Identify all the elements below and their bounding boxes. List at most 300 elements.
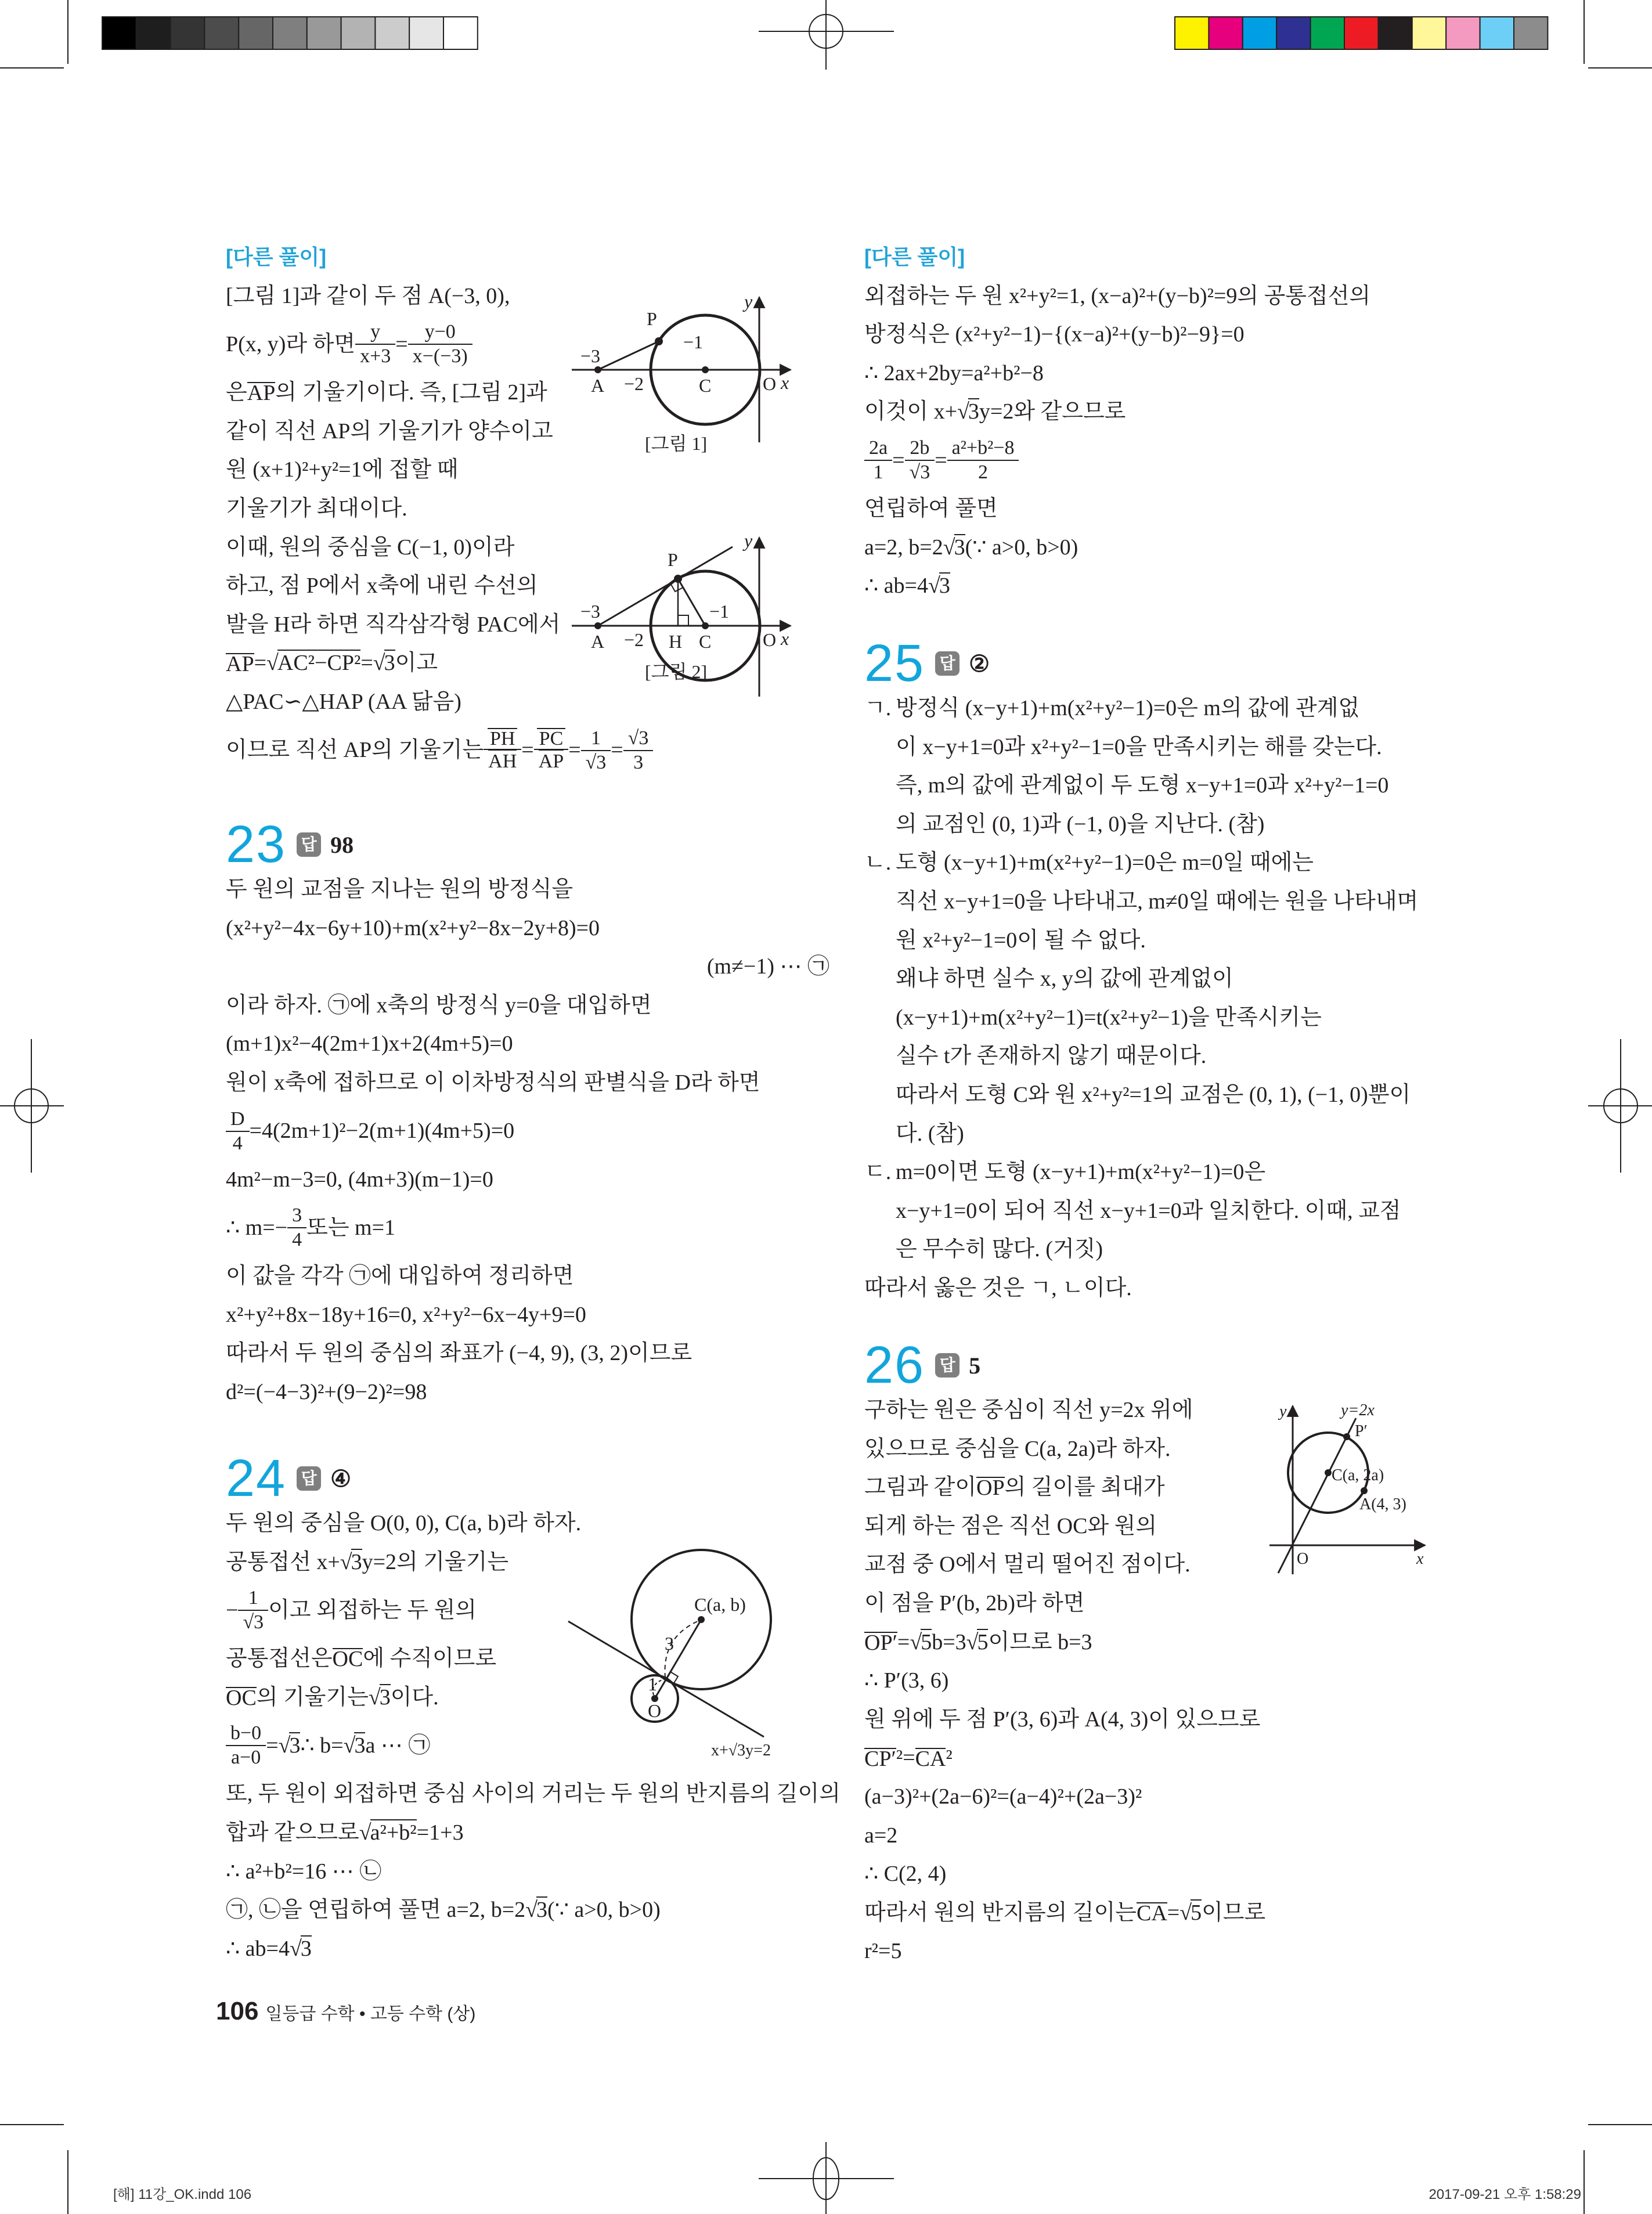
denominator-text: √3 xyxy=(243,1611,264,1634)
text-run: = xyxy=(395,331,408,356)
color-swatch xyxy=(341,17,376,49)
text-run: 이고 외접하는 두 원의 xyxy=(268,1598,477,1622)
numerator: 1 xyxy=(248,1587,258,1609)
text-line xyxy=(226,1852,853,1891)
text-line xyxy=(864,1623,1491,1662)
denominator xyxy=(238,1610,268,1634)
slug-filename: [해] 11강_OK.indd 106 xyxy=(113,2187,252,2202)
registration-mark-bottom xyxy=(759,2142,894,2214)
text-line xyxy=(864,1115,1491,1153)
text-line xyxy=(864,1507,1491,1546)
denominator-text: √3 xyxy=(909,461,930,483)
text-run: ∴ C(2, 4) xyxy=(864,1862,947,1887)
color-swatch xyxy=(1243,17,1276,49)
text-line xyxy=(864,1932,1491,1971)
color-swatch xyxy=(273,17,307,49)
text-line xyxy=(226,1543,853,1582)
text-line xyxy=(226,722,853,780)
text-run: 있으므로 중심을 C(a, 2a)라 하자. xyxy=(864,1436,1171,1461)
text-line xyxy=(864,1269,1491,1308)
text-line xyxy=(864,277,1491,316)
radical xyxy=(359,1813,417,1852)
text-run: 이므로 xyxy=(1202,1900,1266,1925)
text-line xyxy=(864,392,1491,431)
label: −3 xyxy=(580,601,601,622)
text-run: (∵ a>0, b>0) xyxy=(965,535,1079,560)
problem-header xyxy=(226,1449,853,1508)
text-run: 이므로 b=3 xyxy=(988,1629,1092,1654)
text-run: 원 위에 두 점 P′(3, 6)과 A(4, 3)이 있으므로 xyxy=(864,1707,1261,1732)
label: y xyxy=(1279,1402,1287,1420)
label: C(a, b) xyxy=(694,1594,746,1615)
fraction xyxy=(240,1586,266,1634)
problem-26 xyxy=(864,1336,1491,1971)
radicand: 5 xyxy=(921,1629,932,1654)
text-line xyxy=(226,1775,853,1813)
color-swatch xyxy=(1446,17,1480,49)
fraction xyxy=(358,320,393,368)
slug-timestamp: 2017-09-21 오후 1:58:29 xyxy=(1429,2187,1581,2202)
text-run: 교점 중 O에서 멀리 떨어진 점이다. xyxy=(864,1552,1191,1577)
label: A xyxy=(591,375,605,396)
overlined-segment: AP xyxy=(226,651,254,676)
text-run: 두 원의 중심을 O(0, 0), C(a, b)라 하자. xyxy=(226,1511,582,1535)
text-run: ∴ b= xyxy=(300,1733,344,1758)
text-line xyxy=(226,644,853,683)
text-line xyxy=(864,1076,1491,1115)
text-line xyxy=(864,1661,1491,1700)
denominator-text: x+3 xyxy=(360,345,391,367)
color-swatch xyxy=(1209,17,1242,49)
text-line xyxy=(226,1063,853,1102)
text-line xyxy=(226,567,853,605)
sqrt-icon: √ xyxy=(525,1898,538,1923)
overlined-segment: CA xyxy=(1137,1901,1167,1926)
sqrt-icon: √ xyxy=(966,1629,979,1654)
text-run: (∵ a>0, b>0) xyxy=(547,1898,661,1923)
color-swatch xyxy=(1514,17,1548,49)
numerator: a²+b²−8 xyxy=(951,437,1015,459)
text-line xyxy=(864,882,1491,921)
text-run: 실수 t가 존재하지 않기 때문이다. xyxy=(896,1044,1207,1069)
text-run: 하고, 점 P에서 x축에 내린 수선의 xyxy=(226,574,538,598)
text-run: 의 교점인 (0, 1)과 (−1, 0)을 지난다. (참) xyxy=(896,812,1265,836)
label: −2 xyxy=(624,373,644,394)
text-run: ∴ ab=4 xyxy=(864,574,928,598)
text-run: △PAC∽△HAP (AA 닮음) xyxy=(226,689,461,714)
color-swatch xyxy=(1175,17,1209,49)
sqrt-icon: √ xyxy=(910,1629,922,1654)
label: C(a, 2a) xyxy=(1332,1466,1384,1484)
text-line xyxy=(864,1545,1491,1584)
text-run: 또는 m=1 xyxy=(306,1215,396,1240)
text-run: 다. (참) xyxy=(896,1121,964,1146)
radicand: 3 xyxy=(289,1733,301,1758)
text-run: 구하는 원은 중심이 직선 y=2x 위에 xyxy=(864,1398,1193,1422)
denominator-text: x−(−3) xyxy=(412,345,468,367)
text-line xyxy=(864,315,1491,354)
numerator: y xyxy=(370,321,381,343)
label: −2 xyxy=(624,629,644,650)
color-swatch xyxy=(1412,17,1446,49)
text-run: (a−3)²+(2a−6)²=(a−4)²+(2a−3)² xyxy=(864,1784,1142,1809)
radicand: 3 xyxy=(351,1549,362,1574)
color-swatch xyxy=(1378,17,1412,49)
radical xyxy=(369,1678,391,1717)
label: O xyxy=(1297,1550,1309,1568)
sqrt-icon: √ xyxy=(943,535,955,560)
denominator xyxy=(287,1227,306,1252)
text-run: 따라서 원의 반지름의 길이는 xyxy=(864,1900,1137,1925)
label: P xyxy=(668,549,678,570)
text-run: (m+1)x²−4(2m+1)x+2(4m+5)=0 xyxy=(226,1032,513,1056)
item-marker: ㄷ. xyxy=(864,1160,892,1185)
text-line xyxy=(226,1296,853,1335)
text-run: 즉, m의 값에 관계없이 두 도형 x−y+1=0과 x²+y²−1=0 xyxy=(896,773,1389,798)
denominator xyxy=(226,1131,250,1155)
text-line xyxy=(226,1334,853,1373)
text-run: d²=(−4−3)²+(9−2)²=98 xyxy=(226,1379,427,1404)
text-line xyxy=(864,728,1491,767)
text-run: 외접하는 두 원 x²+y²=1, (x−a)²+(y−b)²=9의 공통접선의 xyxy=(864,283,1371,308)
radicand: a²+b² xyxy=(370,1820,417,1845)
denominator xyxy=(408,344,472,368)
radicand: 3 xyxy=(968,399,979,424)
denominator-text: 4 xyxy=(232,1132,243,1154)
text-run: 기울기가 최대이다. xyxy=(226,496,407,521)
sqrt-icon: √ xyxy=(343,1733,356,1758)
denominator-text: AH xyxy=(488,750,517,772)
text-run: ∴ 2ax+2by=a²+b²−8 xyxy=(864,360,1044,385)
denominator-text: √3 xyxy=(585,751,607,773)
text-line xyxy=(864,354,1491,393)
overlined-segment: CA xyxy=(915,1746,946,1771)
text-run: 따라서 도형 C와 원 x²+y²=1의 교점은 (0, 1), (−1, 0)뿐이 xyxy=(896,1082,1411,1107)
text-run: a=2 xyxy=(864,1823,898,1848)
problem-header xyxy=(226,816,853,874)
radical xyxy=(966,1623,989,1662)
radicand: 3 xyxy=(379,1685,391,1710)
page-number: 106 xyxy=(216,1997,259,2025)
fraction xyxy=(228,1722,264,1769)
text-run: 합과 같으므로 xyxy=(226,1820,359,1845)
text-line xyxy=(864,431,1491,489)
fraction xyxy=(290,1204,304,1252)
color-swatch xyxy=(409,17,443,49)
text-line xyxy=(864,528,1491,567)
text-run: 방정식 (x−y+1)+m(x²+y²−1)=0은 m의 값에 관계없 xyxy=(896,696,1360,720)
text-line xyxy=(864,1192,1491,1231)
radicand: 3 xyxy=(354,1733,366,1758)
numerator: 2b xyxy=(910,437,930,459)
fraction xyxy=(486,728,519,773)
problem-number: 25 xyxy=(864,634,925,693)
text-run: 두 원의 교점을 지나는 원의 방정식을 xyxy=(226,877,573,902)
numerator: PH xyxy=(488,728,517,749)
text-line xyxy=(864,1739,1491,1777)
fraction xyxy=(410,320,470,368)
figure-caption: [그림 2] xyxy=(645,661,708,682)
text-run: m=0이면 도형 (x−y+1)+m(x²+y²−1)=0은 xyxy=(896,1160,1266,1185)
registration-mark-left xyxy=(0,1039,64,1173)
text-run: 그림과 같이 xyxy=(864,1475,977,1500)
text-run: a=2, b=2 xyxy=(864,535,943,560)
overlined-segment: CP′ xyxy=(864,1746,896,1771)
text-run: 방정식은 (x²+y²−1)−{(x−a)²+(y−b)²−9}=0 xyxy=(864,322,1245,347)
text-line xyxy=(226,1678,853,1717)
problem-number: 23 xyxy=(226,816,287,874)
text-run: P(x, y)라 하면 xyxy=(226,331,356,356)
text-line xyxy=(864,1468,1491,1507)
text-run: 의 길이를 최대가 xyxy=(1004,1475,1165,1500)
text-line xyxy=(226,315,853,373)
text-run: 의 기울기는 xyxy=(256,1685,369,1710)
text-line xyxy=(226,373,853,412)
text-run: 이 x−y+1=0과 x²+y²−1=0을 만족시키는 해를 갖는다. xyxy=(896,734,1382,759)
radicand: 3 xyxy=(954,535,965,560)
sqrt-icon: √ xyxy=(266,651,279,676)
problem-24 xyxy=(226,1449,853,1968)
denominator-text: 2 xyxy=(978,461,989,483)
color-swatch xyxy=(136,17,171,49)
text-line xyxy=(864,998,1491,1037)
problem-23 xyxy=(226,816,853,1412)
text-run: ∴ ab=4 xyxy=(226,1936,290,1961)
numerator: y−0 xyxy=(424,321,456,343)
label: H xyxy=(669,631,683,652)
text-run: = xyxy=(611,738,623,763)
answer-value: ② xyxy=(969,650,990,677)
text-line xyxy=(864,1855,1491,1894)
text-run: x−y+1=0이 되어 직선 x−y+1=0과 일치한다. 이때, 교점 xyxy=(896,1198,1401,1223)
text-line xyxy=(226,1160,853,1199)
text-run: 4m²−m−3=0, (4m+3)(m−1)=0 xyxy=(226,1167,493,1192)
sqrt-icon: √ xyxy=(359,1820,371,1845)
text-run: − xyxy=(226,1598,239,1622)
text-run: 이다. xyxy=(390,1685,439,1710)
text-line xyxy=(864,766,1491,805)
radical xyxy=(340,1543,362,1582)
label: −1 xyxy=(709,601,730,622)
text-run: ㉠, ㉡을 연립하여 풀면 a=2, b=2 xyxy=(226,1898,526,1923)
text-run: 이것이 x+ xyxy=(864,399,958,424)
text-run: 원이 x축에 접하므로 이 이차방정식의 판별식을 D라 하면 xyxy=(226,1070,760,1095)
color-swatch xyxy=(171,17,205,49)
text-run: 원 x²+y²−1=0이 될 수 없다. xyxy=(896,928,1146,953)
text-line xyxy=(226,277,853,316)
radical xyxy=(943,528,965,567)
radical xyxy=(344,1726,366,1765)
text-run: 이 점을 P′(b, 2b)라 하면 xyxy=(864,1591,1085,1616)
text-line xyxy=(226,1813,853,1852)
label: C xyxy=(699,375,712,396)
text-line xyxy=(226,1930,853,1968)
color-swatch xyxy=(239,17,273,49)
label: −1 xyxy=(683,331,704,352)
sqrt-icon: √ xyxy=(289,1936,302,1961)
process-color-bar xyxy=(1175,17,1548,49)
answer-badge-icon: 답 xyxy=(935,1353,960,1378)
label: A(4, 3) xyxy=(1359,1495,1406,1513)
text-run: 의 기울기이다. 즉, [그림 2]과 xyxy=(275,380,547,405)
text-run: ²= xyxy=(896,1746,915,1771)
overlined-segment: AP xyxy=(247,381,276,406)
label: 1 xyxy=(648,1674,657,1694)
radical xyxy=(1180,1894,1202,1932)
text-line xyxy=(226,1504,853,1543)
label: y=2x xyxy=(1341,1401,1375,1419)
radicand: 5 xyxy=(977,1629,989,1654)
label: y xyxy=(744,291,753,312)
denominator xyxy=(905,460,935,484)
label: O xyxy=(648,1700,662,1721)
text-run: ² xyxy=(946,1746,953,1771)
radical xyxy=(266,644,360,683)
radicand: AC²−CP² xyxy=(277,651,361,676)
denominator-text: 1 xyxy=(873,461,883,483)
color-swatch xyxy=(1480,17,1514,49)
label: y xyxy=(744,530,753,551)
registration-mark-top xyxy=(759,0,894,70)
item-marker: ㄴ. xyxy=(864,850,892,875)
radicand: 3 xyxy=(384,651,395,676)
denominator xyxy=(947,460,1019,484)
text-line xyxy=(226,1373,853,1412)
label: x xyxy=(781,628,789,649)
page-footer xyxy=(216,1997,475,2026)
color-swatch xyxy=(307,17,341,49)
radicand: 3 xyxy=(536,1898,548,1923)
registration-mark-right xyxy=(1588,1039,1652,1173)
text-run: 도형 (x−y+1)+m(x²+y²−1)=0은 m=0일 때에는 xyxy=(896,850,1314,875)
text-run: 발을 H라 하면 직각삼각형 PAC에서 xyxy=(226,612,561,637)
text-run: (x−y+1)+m(x²+y²−1)=t(x²+y²−1)을 만족시키는 xyxy=(896,1005,1322,1030)
text-run: [그림 1]과 같이 두 점 A(−3, 0), xyxy=(226,283,510,308)
text-line xyxy=(864,1430,1491,1469)
color-swatch xyxy=(1344,17,1378,49)
text-run: 같이 직선 AP의 기울기가 양수이고 xyxy=(226,419,553,443)
numerator: 1 xyxy=(590,727,601,749)
text-run: ∴ m=− xyxy=(226,1215,288,1240)
fraction xyxy=(626,727,651,774)
right-alt-solution xyxy=(864,238,1491,605)
text-run: 왜냐 하면 실수 x, y의 값에 관계없이 xyxy=(896,967,1233,991)
text-run: = xyxy=(935,448,947,473)
label: A xyxy=(591,631,605,652)
text-line xyxy=(864,1230,1491,1269)
label: x xyxy=(781,372,789,393)
text-run: a ⋯ ㉠ xyxy=(365,1733,431,1758)
sqrt-icon: √ xyxy=(957,399,969,424)
text-line xyxy=(226,1025,853,1063)
text-run: r²=5 xyxy=(864,1939,902,1964)
text-run: = xyxy=(254,651,267,676)
grayscale-color-bar xyxy=(102,17,478,49)
text-run: 되게 하는 점은 직선 OC와 원의 xyxy=(864,1513,1157,1538)
answer-value: 5 xyxy=(969,1352,981,1379)
left-alt-solution xyxy=(226,238,853,780)
overlined-segment: OC xyxy=(226,1686,257,1711)
radical xyxy=(279,1726,301,1765)
text-run: 또, 두 원이 외접하면 중심 사이의 거리는 두 원의 반지름의 길이의 xyxy=(226,1782,841,1806)
alt-solution-label: [다른 풀이] xyxy=(226,245,327,269)
text-line xyxy=(226,1891,853,1930)
denominator-text: 4 xyxy=(292,1229,302,1251)
label: 3 xyxy=(665,1633,674,1654)
numerator: 2a xyxy=(869,437,888,459)
answer-value: 98 xyxy=(330,831,354,858)
radical xyxy=(928,567,950,605)
denominator xyxy=(623,750,654,774)
radicand: 3 xyxy=(939,574,950,598)
fraction xyxy=(228,1108,247,1155)
text-run: ∴ P′(3, 6) xyxy=(864,1668,949,1693)
denominator-text: a−0 xyxy=(230,1747,261,1769)
text-run: 이라 하자. ㉠에 x축의 방정식 y=0을 대입하면 xyxy=(226,993,652,1018)
numerator: 3 xyxy=(292,1205,302,1227)
text-run: 이 값을 각각 ㉠에 대입하여 정리하면 xyxy=(226,1264,574,1289)
text-line xyxy=(864,1037,1491,1076)
problem-number: 26 xyxy=(864,1336,925,1394)
figure-caption: [그림 1] xyxy=(645,433,708,454)
text-run: = xyxy=(892,448,905,473)
denominator-text: 3 xyxy=(633,751,644,773)
label: −3 xyxy=(580,345,601,366)
answer-badge-icon: 답 xyxy=(935,651,960,676)
text-line xyxy=(864,567,1491,605)
text-line xyxy=(226,1581,853,1639)
text-run: 공통접선 x+ xyxy=(226,1549,340,1574)
text-run: (m≠−1) ⋯ ㉠ xyxy=(706,954,829,979)
text-line xyxy=(226,909,853,948)
denominator xyxy=(484,749,521,773)
problem-25 xyxy=(864,634,1491,1308)
text-line xyxy=(864,1153,1491,1192)
text-line xyxy=(864,805,1491,844)
radical xyxy=(290,1930,312,1968)
fraction xyxy=(950,437,1017,484)
answer-value: ④ xyxy=(330,1465,351,1492)
text-run: = xyxy=(1167,1900,1180,1925)
fraction xyxy=(583,727,609,774)
radical xyxy=(957,392,979,431)
text-run: = xyxy=(897,1629,910,1654)
denominator xyxy=(355,344,395,368)
text-line xyxy=(864,1777,1491,1816)
denominator xyxy=(581,750,611,774)
color-swatch xyxy=(375,17,409,49)
label: P′ xyxy=(1355,1422,1368,1440)
sqrt-icon: √ xyxy=(368,1685,381,1710)
text-line xyxy=(226,683,853,722)
sqrt-icon: √ xyxy=(373,651,385,676)
fraction xyxy=(536,728,566,773)
denominator xyxy=(864,460,892,484)
label: C xyxy=(699,631,712,652)
text-run: 이때, 원의 중심을 C(−1, 0)이라 xyxy=(226,535,515,560)
text-run: 원 (x+1)²+y²=1에 접할 때 xyxy=(226,457,459,482)
text-line xyxy=(226,528,853,567)
text-line xyxy=(864,1894,1491,1932)
text-line xyxy=(226,986,853,1025)
text-run: 이므로 직선 AP의 기울기는 xyxy=(226,738,484,763)
text-run: 에 수직이므로 xyxy=(363,1646,497,1671)
sqrt-icon: √ xyxy=(278,1733,291,1758)
text-line xyxy=(226,450,853,489)
text-line xyxy=(226,605,853,644)
text-line xyxy=(226,870,853,909)
sqrt-icon: √ xyxy=(1180,1900,1192,1925)
